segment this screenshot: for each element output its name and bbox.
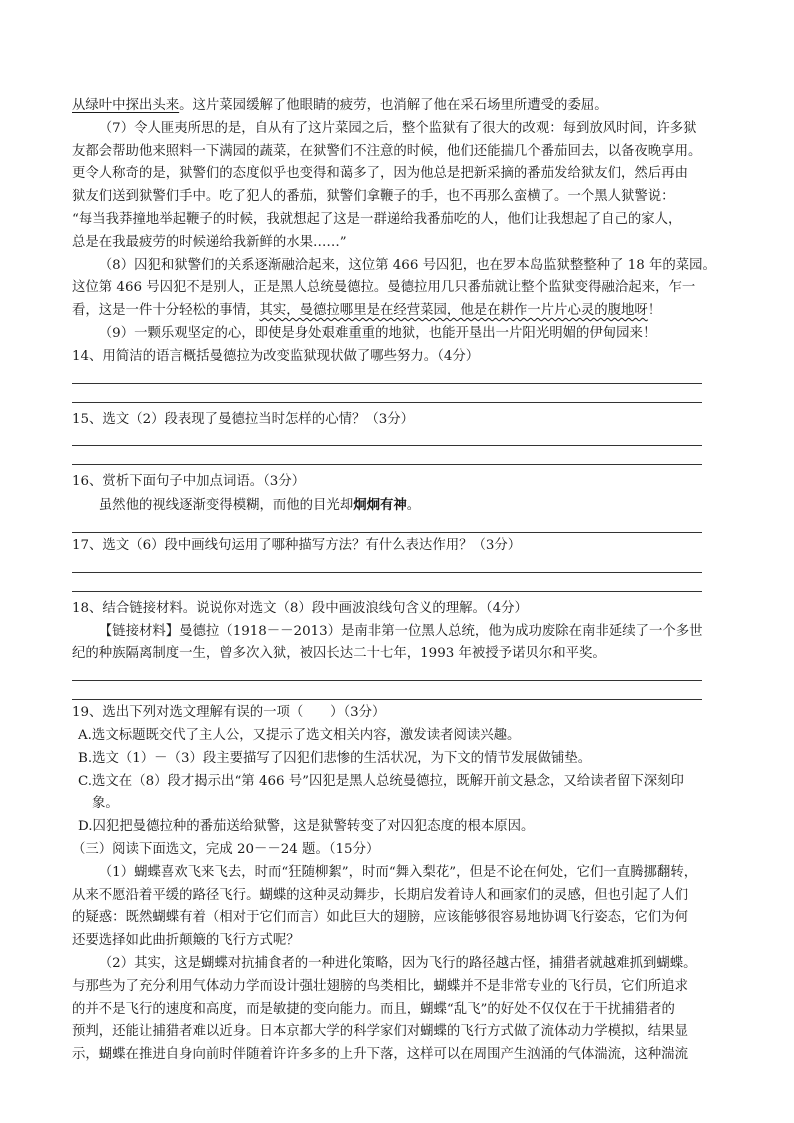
answer-line[interactable] — [72, 572, 702, 573]
question-16: 16、赏析下面句子中加点词语。（3分） — [72, 474, 306, 490]
answer-line[interactable] — [72, 464, 702, 465]
answer-line[interactable] — [72, 680, 702, 681]
option-c-continued: 象。 — [92, 796, 119, 812]
option-b[interactable]: B.选文（1）－（3）段主要描写了囚犯们悲惨的生活状况，为下文的情节发展做铺垫。 — [78, 750, 592, 766]
link-material-line-1: 【链接材料】曼德拉（1918－－2013）是南非第一位黑人总统，他为成功废除在南非延续了一个多世 — [98, 623, 703, 639]
option-c[interactable]: C.选文在（8）段才揭示出“第 466 号”囚犯是黑人总统曼德拉，既解开前文悬念，又给读者留下深刻印 — [78, 773, 684, 789]
story-paragraph-8: （8）囚犯和狱警们的关系逐渐融洽起来，这位第 466 号囚犯，也在罗本岛监狱整整种了 18 年的菜园。 这位第 466 号囚犯不是别人，正是黑人总统曼德拉。曼德拉用几只番茄就让整个监狱变得融洽起来，乍一 看，这是一件十分轻松的事情，其实，曼德拉哪里是在经营菜园，他是在耕作一片片心灵的腹地呀！ — [72, 257, 716, 319]
section-3-heading: （三）阅读下面选文，完成 20－－24 题。（15分） — [72, 841, 380, 857]
story-paragraph-9: （9）一颗乐观坚定的心，即使是身处艰难重重的地狱，也能开垦出一片阳光明媚的伊甸园来！ — [98, 325, 657, 341]
question-18: 18、结合链接材料。说说你对选文（8）段中画波浪线句含义的理解。（4分） — [72, 600, 528, 616]
section-3-paragraph-2: （2）其实，这是蝴蝶对抗捕食者的一种进化策略，因为飞行的路径越古怪，捕猎者就越难抓到蝴蝶。 与那些为了充分利用气体动力学而设计强壮翅膀的鸟类相比，蝴蝶并不是非常专业的飞行员，它们所追求 的并不是飞行的速度和高度，而是敏捷的变向能力。而且，蝴蝶“乱飞”的好处不仅仅在于干扰捕猎者的 预判，还能让捕猎者难以近身。日本京都大学的科学家们对蝴蝶的飞行方式做了流体动力学模拟，结果显 示，蝴蝶在推进自身向前时伴随着许许多多的上升下落，这样可以在周围产生汹涌的气体湍流，这种湍流 — [72, 955, 697, 1063]
option-d[interactable]: D.囚犯把曼德拉种的番茄送给狱警，这是狱警转变了对囚犯态度的根本原因。 — [78, 819, 535, 835]
question-17: 17、选文（6）段中画线句运用了哪种描写方法？有什么表达作用？（3分） — [72, 537, 522, 553]
answer-line[interactable] — [72, 445, 702, 446]
section-3-paragraph-1: （1）蝴蝶喜欢飞来飞去，时而“狂随柳絮”，时而“舞入梨花”，但是不论在何处，它们一直腾挪翻转， 从来不愿沿着平缓的路径飞行。蝴蝶的这种灵动舞步，长期启发着诗人和画家们的灵感，但也引起了人们 的疑惑：既然蝴蝶有着（相对于它们而言）如此巨大的翅膀，应该能够很容易地协调飞行姿态，它们为何 还要选择如此曲折颠簸的飞行方式呢？ — [72, 864, 698, 949]
question-15: 15、选文（2）段表现了曼德拉当时怎样的心情？（3分） — [72, 411, 415, 427]
wavy-underlined-sentence: 其实，曼德拉哪里是在经营菜园，他是在耕作一片片心灵的腹地呀 — [259, 303, 648, 319]
story-paragraph-7: （7）令人匪夷所思的是，自从有了这片菜园之后，整个监狱有了很大的改观：每到放风时间，许多狱 友都会帮助他来照料一下满园的蔬菜，在狱警们不注意的时候，他们还能揣几个番茄回去，以备夜晚享用。 更令人称奇的是，狱警们的态度似乎也变得和蔼多了，因为他总是把新采摘的番茄发给狱友们，然后再由 狱友们送到狱警们手中。吃了犯人的番茄，狱警们拿鞭子的手，也不再那么蛮横了。一个黑人狱警说： “每当我莽撞地举起鞭子的时候，我就想起了这是一群递给我番茄吃的人，他们让我想起了自己的家人， 总是在我最疲劳的时候递给我新鲜的水果……” — [72, 120, 702, 250]
dotted-words: 炯炯有神 — [353, 497, 407, 514]
answer-line[interactable] — [72, 402, 702, 403]
option-a[interactable]: A.选文标题既交代了主人公，又提示了选文相关内容，激发读者阅读兴趣。 — [78, 727, 521, 743]
document-page — [72, 95, 716, 1067]
answer-line[interactable] — [72, 591, 702, 592]
link-material-line-2: 纪的种族隔离制度一生，曾多次入狱，被囚长达二十七年，1993 年被授予诺贝尔和平奖。 — [72, 646, 606, 662]
underlined-sentence: 从绿叶中探出头来 — [72, 98, 180, 113]
story-paragraph-6-tail: 从绿叶中探出头来。这片菜园缓解了他眼睛的疲劳，也消解了他在采石场里所遭受的委屈。 — [72, 98, 608, 113]
question-14: 14、用简洁的语言概括曼德拉为改变监狱现状做了哪些努力。（4分） — [72, 348, 480, 364]
answer-line[interactable] — [72, 532, 702, 533]
answer-line[interactable] — [72, 699, 702, 700]
question-16-sentence: 虽然他的视线逐渐变得模糊，而他的目光却炯炯有神。 — [98, 497, 421, 514]
question-19: 19、选出下列对选文理解有误的一项（ ）（3分） — [72, 705, 386, 721]
answer-line[interactable] — [72, 383, 702, 384]
